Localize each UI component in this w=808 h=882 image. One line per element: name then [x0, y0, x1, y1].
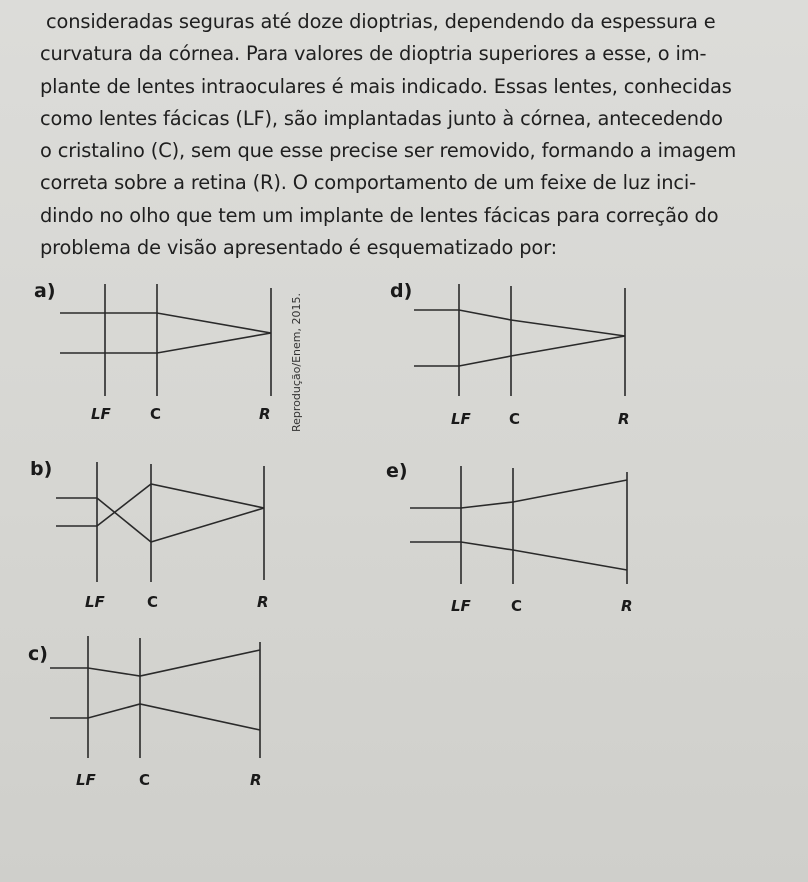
light-ray-lower: [50, 704, 260, 730]
paragraph-line: curvatura da córnea. Para valores de dioptria superiores a esse, o im-: [40, 42, 707, 66]
light-ray-upper: [56, 498, 264, 542]
paragraph-line: consideradas seguras até doze dioptrias, dependendo da espessura e: [46, 10, 716, 33]
light-ray-upper: [60, 313, 271, 333]
paragraph-line: problema de visão apresentado é esquematizado por:: [40, 236, 558, 260]
light-ray-upper: [414, 310, 625, 336]
paragraph-line: dindo no olho que tem um implante de lentes fácicas para correção do: [40, 203, 719, 227]
paragraph-line: plante de lentes intraoculares é mais indicado. Essas lentes, conhecidas: [40, 74, 732, 98]
paragraph-line: correta sobre a retina (R). O comportamento de um feixe de luz inci-: [40, 171, 696, 195]
option-d-ray-diagram: [410, 284, 635, 404]
r-label: R: [259, 405, 271, 423]
question-paragraph: [40, 6, 788, 264]
c-label: C: [147, 593, 159, 611]
option-e-ray-diagram: [406, 466, 636, 591]
lf-label: LF: [451, 597, 471, 615]
c-label: C: [150, 405, 162, 423]
option-c-label: c): [28, 643, 48, 665]
option-e-label: e): [386, 460, 408, 482]
r-label: R: [250, 771, 262, 789]
option-b-label: b): [30, 458, 53, 480]
lf-label: LF: [85, 593, 105, 611]
c-label: C: [509, 410, 521, 428]
light-ray-upper: [410, 480, 627, 508]
option-b-ray-diagram: [52, 462, 272, 587]
lf-label: LF: [91, 405, 111, 423]
light-ray-upper: [50, 650, 260, 676]
light-ray-lower: [56, 484, 264, 526]
paragraph-line: como lentes fácicas (LF), são implantadas junto à córnea, antecedendo: [40, 106, 723, 130]
light-ray-lower: [410, 542, 627, 570]
lf-label: LF: [451, 410, 471, 428]
option-a-label: a): [34, 280, 56, 302]
r-label: R: [618, 410, 630, 428]
r-label: R: [257, 593, 269, 611]
option-c-ray-diagram: [44, 636, 269, 766]
image-credit: Reprodução/Enem, 2015.: [290, 293, 303, 432]
light-ray-lower: [414, 336, 625, 366]
r-label: R: [621, 597, 633, 615]
paragraph-line: o cristalino (C), sem que esse precise ser removido, formando a imagem: [40, 139, 737, 163]
option-a-ray-diagram: [56, 284, 276, 404]
light-ray-lower: [60, 333, 271, 353]
option-d-label: d): [390, 280, 413, 302]
c-label: C: [511, 597, 523, 615]
c-label: C: [139, 771, 151, 789]
lf-label: LF: [76, 771, 96, 789]
